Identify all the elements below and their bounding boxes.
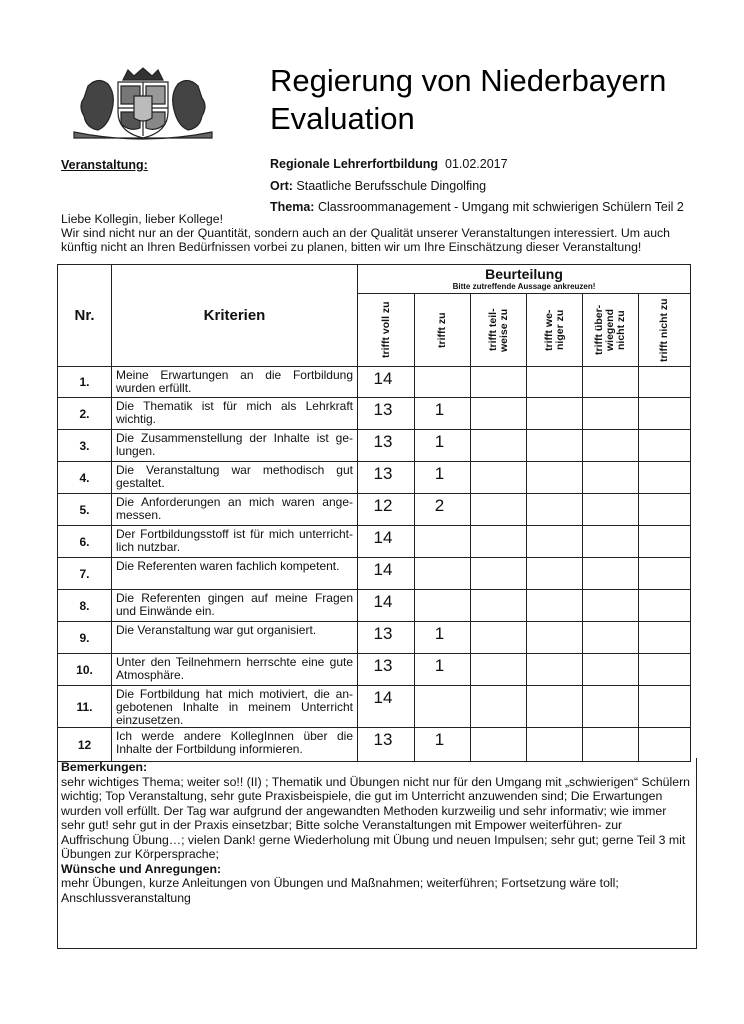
rating-value: 13 bbox=[373, 400, 393, 419]
table-row bbox=[58, 654, 691, 686]
rating-value: 14 bbox=[373, 560, 393, 579]
rating-count bbox=[358, 430, 415, 462]
rating-cell-empty bbox=[471, 462, 527, 494]
rating-count bbox=[358, 526, 415, 558]
rating-cell-empty bbox=[527, 494, 583, 526]
table-row bbox=[58, 686, 691, 728]
rating-count bbox=[415, 367, 471, 398]
rating-count bbox=[358, 494, 415, 526]
rating-cell-empty bbox=[639, 654, 691, 686]
row-number: 9. bbox=[58, 622, 112, 654]
row-number: 11. bbox=[58, 686, 112, 728]
criterion-text: Ich werde andere KollegInnen über die Inhalte der Fortbildung informieren. bbox=[112, 728, 358, 762]
rating-count bbox=[415, 494, 471, 526]
criterion-text: Die Veranstaltung war methodisch gut gestaltet. bbox=[112, 462, 358, 494]
rating-cell-empty bbox=[583, 494, 639, 526]
table-row bbox=[58, 430, 691, 462]
rating-count bbox=[358, 686, 415, 728]
table-row bbox=[58, 622, 691, 654]
event-type-label: Regionale Lehrerfortbildung bbox=[270, 157, 439, 171]
intro-greeting: Liebe Kollegin, lieber Kollege! bbox=[61, 212, 224, 226]
rating-header: trifft über-wiegend nicht zu bbox=[583, 294, 639, 367]
rating-cell-empty bbox=[583, 686, 639, 728]
event-location bbox=[270, 178, 486, 194]
rating-cell-empty bbox=[583, 654, 639, 686]
topic-value: Classroommanagement - Umgang mit schwierigen Schülern Teil 2 bbox=[317, 200, 684, 214]
rating-cell-empty bbox=[471, 686, 527, 728]
rating-cell-empty bbox=[639, 526, 691, 558]
rating-value: 14 bbox=[373, 592, 393, 611]
rating-count bbox=[415, 526, 471, 558]
beurteilung-title: Beurteilung bbox=[485, 266, 563, 282]
intro-text bbox=[61, 212, 697, 254]
row-number: 2. bbox=[58, 398, 112, 430]
rating-header: trifft zu bbox=[415, 294, 471, 367]
row-number: 1. bbox=[58, 367, 112, 398]
rating-count bbox=[358, 462, 415, 494]
criterion-text: Die Thematik ist für mich als Lehrkraft wichtig. bbox=[112, 398, 358, 430]
row-number: 3. bbox=[58, 430, 112, 462]
rating-cell-empty bbox=[527, 462, 583, 494]
rating-cell-empty bbox=[583, 367, 639, 398]
remarks-section bbox=[57, 758, 697, 949]
row-number: 4. bbox=[58, 462, 112, 494]
rating-count bbox=[415, 622, 471, 654]
rating-cell-empty bbox=[583, 462, 639, 494]
rating-value: 14 bbox=[373, 369, 393, 388]
rating-cell-empty bbox=[639, 462, 691, 494]
event-type bbox=[270, 156, 508, 172]
rating-cell-empty bbox=[471, 526, 527, 558]
rating-value: 14 bbox=[373, 528, 393, 547]
rating-cell-empty bbox=[471, 430, 527, 462]
rating-cell-empty bbox=[527, 367, 583, 398]
rating-header: trifft we-niger zu bbox=[527, 294, 583, 367]
event-label: Veranstaltung: bbox=[61, 158, 148, 172]
rating-cell-empty bbox=[527, 590, 583, 622]
rating-count bbox=[415, 686, 471, 728]
rating-value: 13 bbox=[373, 624, 393, 643]
rating-cell-empty bbox=[527, 728, 583, 762]
wishes-heading: Wünsche und Anregungen: bbox=[61, 861, 222, 876]
rating-cell-empty bbox=[527, 654, 583, 686]
criterion-text: Die Fortbildung hat mich motiviert, die an-gebotenen Inhalte in meinem Unterricht einzusetzen. bbox=[112, 686, 358, 728]
rating-cell-empty bbox=[527, 622, 583, 654]
rating-cell-empty bbox=[583, 622, 639, 654]
rating-cell-empty bbox=[583, 728, 639, 762]
row-number: 5. bbox=[58, 494, 112, 526]
rating-cell-empty bbox=[471, 622, 527, 654]
rating-cell-empty bbox=[471, 558, 527, 590]
topic-label: Thema: bbox=[270, 200, 315, 214]
rating-count bbox=[358, 558, 415, 590]
rating-cell-empty bbox=[527, 558, 583, 590]
table-row bbox=[58, 494, 691, 526]
beurteilung-hint: Bitte zutreffende Aussage ankreuzen! bbox=[452, 282, 596, 291]
criterion-text: Unter den Teilnehmern herrschte eine gute Atmosphäre. bbox=[112, 654, 358, 686]
rating-value: 14 bbox=[373, 688, 393, 707]
rating-cell-empty bbox=[639, 728, 691, 762]
rating-value: 13 bbox=[373, 432, 393, 451]
rating-count bbox=[358, 654, 415, 686]
rating-cell-empty bbox=[583, 558, 639, 590]
table-row bbox=[58, 398, 691, 430]
criterion-text: Die Veranstaltung war gut organisiert. bbox=[112, 622, 358, 654]
rating-value: 1 bbox=[434, 464, 445, 483]
criterion-text: Die Zusammenstellung der Inhalte ist ge-lungen. bbox=[112, 430, 358, 462]
rating-cell-empty bbox=[471, 398, 527, 430]
evaluation-table bbox=[57, 264, 691, 762]
table-row bbox=[58, 590, 691, 622]
rating-cell-empty bbox=[639, 398, 691, 430]
table-row bbox=[58, 462, 691, 494]
rating-header: trifft voll zu bbox=[358, 294, 415, 367]
intro-line: Wir sind nicht nur an der Quantität, sondern auch an der Qualität unserer Veranstaltungen interessiert. Um auch bbox=[61, 226, 671, 240]
beurteilung-header bbox=[358, 265, 691, 294]
rating-count bbox=[358, 728, 415, 762]
rating-count bbox=[415, 398, 471, 430]
column-header-kriterien: Kriterien bbox=[112, 265, 358, 367]
table-row bbox=[58, 526, 691, 558]
rating-count bbox=[415, 430, 471, 462]
rating-cell-empty bbox=[583, 430, 639, 462]
table-row bbox=[58, 728, 691, 762]
rating-cell-empty bbox=[471, 654, 527, 686]
rating-count bbox=[358, 367, 415, 398]
rating-cell-empty bbox=[527, 526, 583, 558]
criterion-text: Die Anforderungen an mich waren ange-messen. bbox=[112, 494, 358, 526]
row-number: 8. bbox=[58, 590, 112, 622]
location-label: Ort: bbox=[270, 179, 293, 193]
rating-count bbox=[415, 590, 471, 622]
rating-value: 1 bbox=[434, 432, 445, 451]
row-number: 6. bbox=[58, 526, 112, 558]
rating-cell-empty bbox=[471, 590, 527, 622]
table-row bbox=[58, 558, 691, 590]
intro-line: künftig nicht an Ihren Bedürfnissen vorbei zu planen, bitten wir um Ihre Einschätzung dieser Veranstaltung! bbox=[61, 240, 642, 254]
event-date: 01.02.2017 bbox=[445, 157, 508, 171]
rating-value: 13 bbox=[373, 656, 393, 675]
page-title: Regierung von Niederbayern bbox=[270, 63, 667, 98]
rating-value: 1 bbox=[434, 624, 445, 643]
rating-header: trifft teil-weise zu bbox=[471, 294, 527, 367]
rating-cell-empty bbox=[639, 494, 691, 526]
rating-value: 2 bbox=[434, 496, 445, 515]
wishes-text: mehr Übungen, kurze Anleitungen von Übungen und Maßnahmen; weiterführen; Fortsetzung wäre toll; Anschlussveranstaltung bbox=[61, 876, 619, 905]
row-number: 12 bbox=[58, 728, 112, 762]
rating-cell-empty bbox=[471, 367, 527, 398]
criterion-text: Meine Erwartungen an die Fortbildung wurden erfüllt. bbox=[112, 367, 358, 398]
rating-cell-empty bbox=[471, 728, 527, 762]
bavarian-coat-of-arms-icon bbox=[68, 66, 218, 140]
criterion-text: Der Fortbildungsstoff ist für mich unterricht-lich nutzbar. bbox=[112, 526, 358, 558]
rating-count bbox=[415, 462, 471, 494]
rating-cell-empty bbox=[527, 686, 583, 728]
rating-count bbox=[358, 622, 415, 654]
rating-value: 1 bbox=[434, 730, 445, 749]
page-subtitle: Evaluation bbox=[270, 101, 415, 136]
rating-value: 12 bbox=[373, 496, 393, 515]
rating-cell-empty bbox=[471, 494, 527, 526]
rating-value: 1 bbox=[434, 400, 445, 419]
rating-cell-empty bbox=[583, 398, 639, 430]
column-header-nr: Nr. bbox=[58, 265, 112, 367]
rating-cell-empty bbox=[527, 430, 583, 462]
location-value: Staatliche Berufsschule Dingolfing bbox=[296, 179, 487, 193]
rating-cell-empty bbox=[639, 622, 691, 654]
rating-value: 13 bbox=[373, 730, 393, 749]
remarks-heading: Bemerkungen: bbox=[61, 760, 148, 774]
rating-count bbox=[358, 590, 415, 622]
rating-cell-empty bbox=[639, 367, 691, 398]
rating-cell-empty bbox=[527, 398, 583, 430]
rating-cell-empty bbox=[583, 526, 639, 558]
rating-cell-empty bbox=[583, 590, 639, 622]
row-number: 7. bbox=[58, 558, 112, 590]
remarks-text: sehr wichtiges Thema; weiter so!! (II) ; Thematik und Übungen nicht nur für den Umgang mit „schwierigen“ Schülern wichtig; Top Veranstaltung, sehr gute Praxisbeispiele, die gut im Unterricht anzuwenden sind; Die Erwartungen wurden voll erfüllt. Der Tag war aufgrund der angewandten Methoden kurzweilig und sehr informativ; wie immer sehr gut! sehr gut in der Praxis einsetzbar; Bitte solche Veranstaltungen mit Empower weiterführen- zur Auffrischung Übung…; vielen Dank! gerne Wiederholung mit Übung und neuen Impulsen; sehr gut; gerne Teil 3 mit Übungen zur Körpersprache; bbox=[61, 774, 691, 861]
row-number: 10. bbox=[58, 654, 112, 686]
rating-count bbox=[415, 654, 471, 686]
rating-cell-empty bbox=[639, 590, 691, 622]
rating-cell-empty bbox=[639, 430, 691, 462]
rating-value: 1 bbox=[434, 656, 445, 675]
criterion-text: Die Referenten gingen auf meine Fragen und Einwände ein. bbox=[112, 590, 358, 622]
rating-count bbox=[358, 398, 415, 430]
rating-cell-empty bbox=[639, 686, 691, 728]
rating-cell-empty bbox=[639, 558, 691, 590]
rating-header: trifft nicht zu bbox=[639, 294, 691, 367]
table-row bbox=[58, 367, 691, 398]
rating-value: 13 bbox=[373, 464, 393, 483]
criterion-text: Die Referenten waren fachlich kompetent. bbox=[112, 558, 358, 590]
rating-count bbox=[415, 728, 471, 762]
rating-count bbox=[415, 558, 471, 590]
